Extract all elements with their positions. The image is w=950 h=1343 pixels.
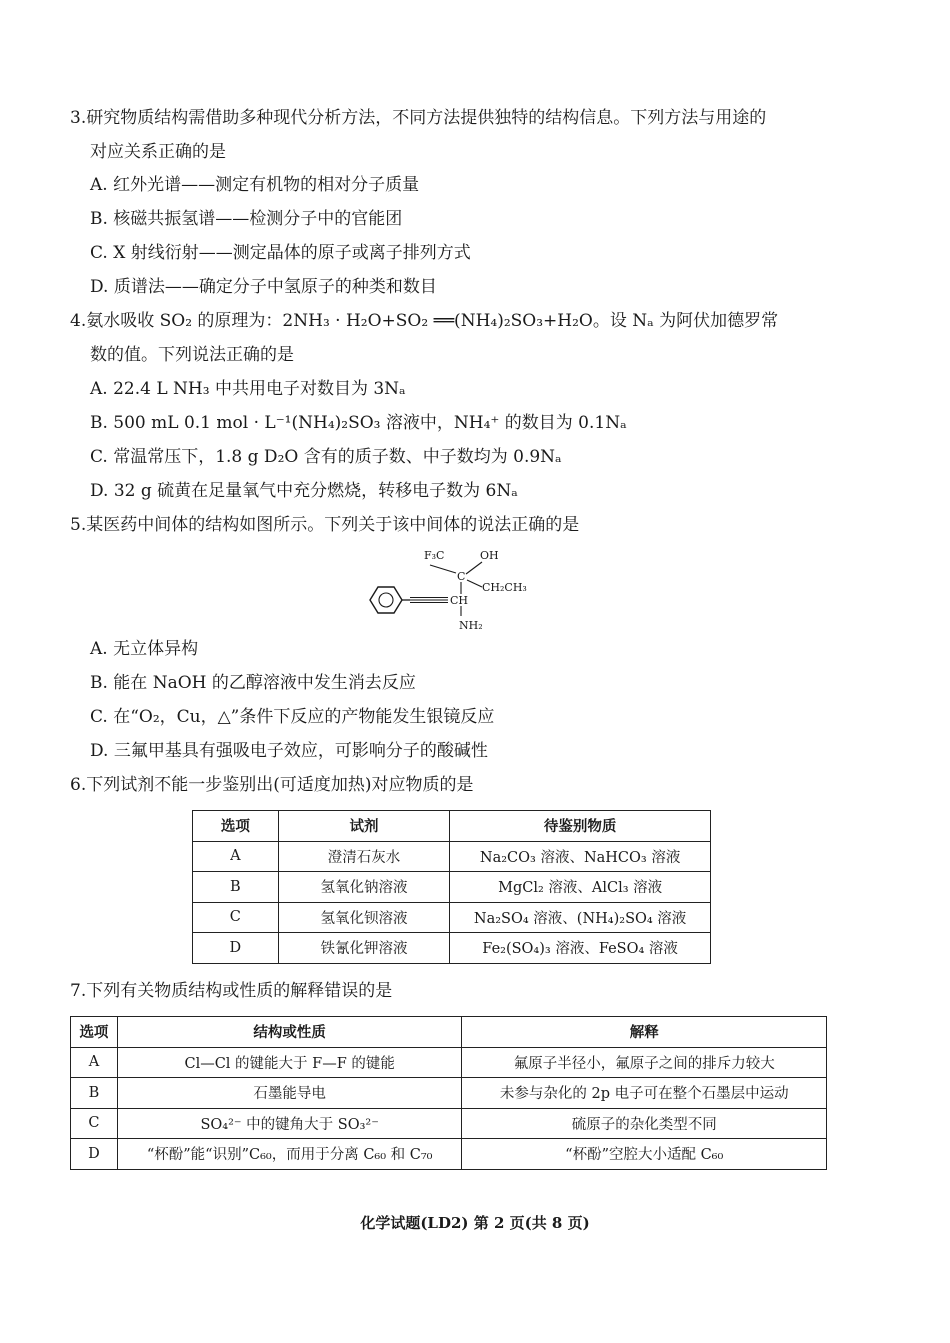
q7-cell: 氟原子半径小，氟原子之间的排斥力较大 [462, 1047, 827, 1078]
q4-option-b: B. 500 mL 0.1 mol · L⁻¹(NH₄)₂SO₃ 溶液中，NH₄⁺ 的数目为 0.1Nₐ [90, 413, 627, 433]
q7-cell: 石墨能导电 [117, 1078, 462, 1109]
q7-cell: SO₄²⁻ 中的键角大于 SO₃²⁻ [117, 1108, 462, 1139]
q5-option-d: D. 三氟甲基具有强吸电子效应，可影响分子的酸碱性 [90, 741, 488, 761]
q6-cell: Fe₂(SO₄)₃ 溶液、FeSO₄ 溶液 [450, 933, 711, 964]
table-row [193, 933, 711, 964]
q7-header-row [71, 1017, 827, 1048]
q7-cell: “杯酚”空腔大小适配 C₆₀ [462, 1139, 827, 1170]
q6-cell: 氢氧化钠溶液 [278, 872, 450, 903]
q6-header-row [193, 811, 711, 842]
label-ch: CH [450, 594, 469, 607]
q3-option-b: B. 核磁共振氢谱——检测分子中的官能团 [90, 209, 403, 229]
q5-option-a: A. 无立体异构 [90, 639, 199, 659]
q6-header-reagent: 试剂 [278, 811, 450, 842]
page-footer: 化学试题(LD2) 第 2 页(共 8 页) [360, 1214, 590, 1232]
q6-cell: Na₂CO₃ 溶液、NaHCO₃ 溶液 [450, 841, 711, 872]
table-row [71, 1078, 827, 1109]
q6-cell: C [193, 902, 279, 933]
table-row [71, 1047, 827, 1078]
q7-header-explanation: 解释 [462, 1017, 827, 1048]
q6-cell: D [193, 933, 279, 964]
table-row [193, 902, 711, 933]
q6-cell: MgCl₂ 溶液、AlCl₃ 溶液 [450, 872, 711, 903]
table-row [71, 1108, 827, 1139]
q3-stem-line1: 3.研究物质结构需借助多种现代分析方法，不同方法提供独特的结构信息。下列方法与用途的 [70, 108, 767, 128]
q7-cell: 硫原子的杂化类型不同 [462, 1108, 827, 1139]
label-c: C [457, 570, 466, 583]
q6-cell: 铁氰化钾溶液 [278, 933, 450, 964]
q3-option-d: D. 质谱法——确定分子中氢原子的种类和数目 [90, 277, 437, 297]
q6-table [192, 810, 711, 964]
q3-stem-line2: 对应关系正确的是 [90, 142, 226, 162]
table-row [71, 1139, 827, 1170]
q4-option-a: A. 22.4 L NH₃ 中共用电子对数目为 3Nₐ [90, 379, 406, 399]
q6-header-substances: 待鉴别物质 [450, 811, 711, 842]
label-ethyl: CH₂CH₃ [482, 581, 527, 594]
q7-header-option: 选项 [71, 1017, 118, 1048]
q7-cell: 未参与杂化的 2p 电子可在整个石墨层中运动 [462, 1078, 827, 1109]
q3-option-c: C. X 射线衍射——测定晶体的原子或离子排列方式 [90, 243, 471, 263]
q6-cell: 澄清石灰水 [278, 841, 450, 872]
q7-table [70, 1016, 827, 1170]
label-nh2: NH₂ [459, 619, 483, 632]
q6-stem: 6.下列试剂不能一步鉴别出(可适度加热)对应物质的是 [70, 775, 474, 795]
q7-cell: “杯酚”能“识别”C₆₀，而用于分离 C₆₀ 和 C₇₀ [117, 1139, 462, 1170]
q3-option-a: A. 红外光谱——测定有机物的相对分子质量 [90, 175, 420, 195]
label-oh: OH [480, 549, 499, 562]
q5-option-b: B. 能在 NaOH 的乙醇溶液中发生消去反应 [90, 673, 416, 693]
q6-cell: B [193, 872, 279, 903]
structure-diagram [360, 540, 560, 640]
q7-cell: B [71, 1078, 118, 1109]
q4-option-d: D. 32 g 硫黄在足量氧气中充分燃烧，转移电子数为 6Nₐ [90, 481, 518, 501]
q7-stem: 7.下列有关物质结构或性质的解释错误的是 [70, 981, 393, 1001]
table-row [193, 872, 711, 903]
q4-option-c: C. 常温常压下，1.8 g D₂O 含有的质子数、中子数均为 0.9Nₐ [90, 447, 562, 467]
table-row [193, 841, 711, 872]
q7-cell: C [71, 1108, 118, 1139]
q4-stem-line1: 4.氨水吸收 SO₂ 的原理为：2NH₃ · H₂O+SO₂ ══(NH₄)₂SO₃+H₂O。设 Nₐ 为阿伏加德罗常 [70, 311, 779, 331]
benzene-ring [370, 587, 402, 613]
q6-cell: 氢氧化钡溶液 [278, 902, 450, 933]
q6-cell: A [193, 841, 279, 872]
q5-option-c: C. 在“O₂，Cu，△”条件下反应的产物能发生银镜反应 [90, 707, 495, 727]
q6-header-option: 选项 [193, 811, 279, 842]
q6-cell: Na₂SO₄ 溶液、(NH₄)₂SO₄ 溶液 [450, 902, 711, 933]
q7-cell: D [71, 1139, 118, 1170]
q5-stem: 5.某医药中间体的结构如图所示。下列关于该中间体的说法正确的是 [70, 515, 580, 535]
q4-stem-line2: 数的值。下列说法正确的是 [90, 345, 294, 365]
q7-cell: A [71, 1047, 118, 1078]
label-cf3: F₃C [424, 549, 445, 562]
q7-header-property: 结构或性质 [117, 1017, 462, 1048]
aromatic-circle [379, 593, 393, 607]
q7-cell: Cl—Cl 的键能大于 F—F 的键能 [117, 1047, 462, 1078]
